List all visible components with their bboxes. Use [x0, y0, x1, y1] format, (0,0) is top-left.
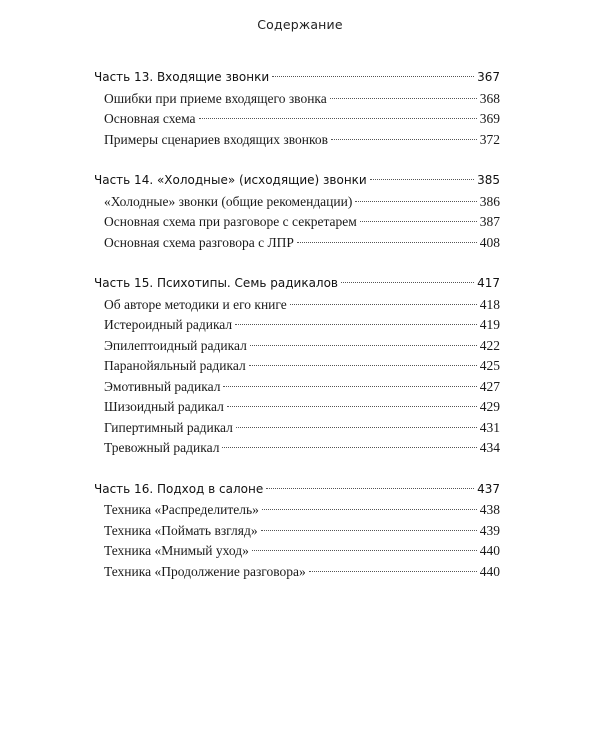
toc-entry[interactable] [94, 377, 500, 398]
dot-leader [370, 179, 474, 180]
dot-leader [227, 406, 477, 407]
toc-entry[interactable] [94, 315, 500, 336]
table-of-contents [94, 67, 500, 602]
page-number: 425 [479, 358, 500, 373]
dot-leader [222, 447, 476, 448]
dot-leader [272, 76, 474, 77]
toc-entry[interactable] [94, 418, 500, 439]
entry-title: «Холодные» звонки (общие рекомендации) [104, 193, 353, 209]
entry-title: Техника «Мнимый уход» [104, 543, 249, 558]
page-number: 368 [479, 90, 500, 106]
dot-leader [355, 201, 476, 202]
dot-leader [266, 488, 474, 489]
part-title: Часть 15. Психотипы. Семь радикалов [94, 276, 339, 290]
toc-entry[interactable] [94, 438, 500, 459]
toc-entry[interactable] [94, 89, 500, 110]
toc-entry[interactable] [94, 397, 500, 418]
toc-section-part-14 [94, 170, 500, 253]
page-header-title: Содержание [257, 17, 343, 32]
page-number: 438 [479, 502, 500, 517]
toc-entry[interactable] [94, 541, 500, 562]
dot-leader [199, 118, 477, 119]
toc-section-part-13 [94, 67, 500, 150]
page-number: 439 [479, 522, 500, 538]
page-number: 422 [479, 337, 500, 353]
page-number: 427 [479, 378, 500, 394]
entry-title: Ошибки при приеме входящего звонка [104, 90, 327, 106]
dot-leader [297, 242, 477, 243]
toc-part-heading[interactable] [94, 67, 500, 88]
toc-entry[interactable] [94, 336, 500, 357]
page-number: 387 [479, 214, 500, 229]
toc-entry[interactable] [94, 521, 500, 542]
dot-leader [252, 550, 477, 551]
page-number: 372 [479, 131, 500, 147]
dot-leader [330, 98, 477, 99]
dot-leader [236, 427, 477, 428]
toc-part-heading[interactable] [94, 273, 500, 294]
page-number: 437 [477, 481, 500, 496]
toc-entry[interactable] [94, 233, 500, 254]
toc-entry[interactable] [94, 295, 500, 316]
entry-title: Техника «Распределитель» [104, 502, 259, 517]
page-number: 367 [477, 70, 500, 84]
dot-leader [341, 282, 474, 283]
entry-title: Основная схема разговора с ЛПР [104, 234, 294, 250]
page-number: 408 [479, 234, 500, 250]
page-number: 440 [479, 563, 500, 579]
entry-title: Техника «Продолжение разговора» [104, 563, 306, 579]
part-title: Часть 13. Входящие звонки [94, 70, 270, 84]
toc-entry[interactable] [94, 130, 500, 151]
entry-title: Примеры сценариев входящих звонков [104, 131, 328, 147]
entry-title: Шизоидный радикал [104, 399, 224, 414]
dot-leader [261, 530, 477, 531]
dot-leader [360, 221, 477, 222]
page-number: 418 [479, 296, 500, 312]
entry-title: Тревожный радикал [104, 440, 220, 455]
dot-leader [309, 571, 477, 572]
entry-title: Паранойяльный радикал [104, 358, 246, 373]
dot-leader [235, 324, 477, 325]
entry-title: Основная схема [104, 111, 196, 126]
page-number: 431 [479, 419, 500, 435]
part-title: Часть 14. «Холодные» (исходящие) звонки [94, 173, 367, 187]
page-number: 440 [479, 543, 500, 558]
page-number: 417 [477, 276, 500, 290]
page-number: 429 [479, 399, 500, 414]
toc-entry[interactable] [94, 356, 500, 377]
page-number: 386 [479, 193, 500, 209]
toc-entry[interactable] [94, 562, 500, 583]
entry-title: Эпилептоидный радикал [104, 337, 247, 353]
toc-section-part-15 [94, 273, 500, 459]
toc-section-part-16 [94, 479, 500, 583]
dot-leader [249, 365, 477, 366]
page-number: 369 [479, 111, 500, 126]
toc-entry[interactable] [94, 192, 500, 213]
toc-part-heading[interactable] [94, 479, 500, 500]
dot-leader [331, 139, 477, 140]
page-number: 434 [479, 440, 500, 455]
dot-leader [223, 386, 476, 387]
dot-leader [262, 509, 477, 510]
entry-title: Истероидный радикал [104, 317, 233, 332]
part-title: Часть 16. Подход в салоне [94, 481, 264, 496]
dot-leader [290, 304, 477, 305]
toc-entry[interactable] [94, 212, 500, 233]
dot-leader [250, 345, 477, 346]
entry-title: Техника «Поймать взгляд» [104, 522, 258, 538]
toc-part-heading[interactable] [94, 170, 500, 191]
toc-entry[interactable] [94, 109, 500, 130]
page-number: 385 [477, 173, 500, 187]
entry-title: Основная схема при разговоре с секретарем [104, 214, 357, 229]
entry-title: Эмотивный радикал [104, 378, 221, 394]
entry-title: Об авторе методики и его книге [104, 296, 287, 312]
toc-entry[interactable] [94, 500, 500, 521]
entry-title: Гипертимный радикал [104, 419, 233, 435]
page-number: 419 [479, 317, 500, 332]
